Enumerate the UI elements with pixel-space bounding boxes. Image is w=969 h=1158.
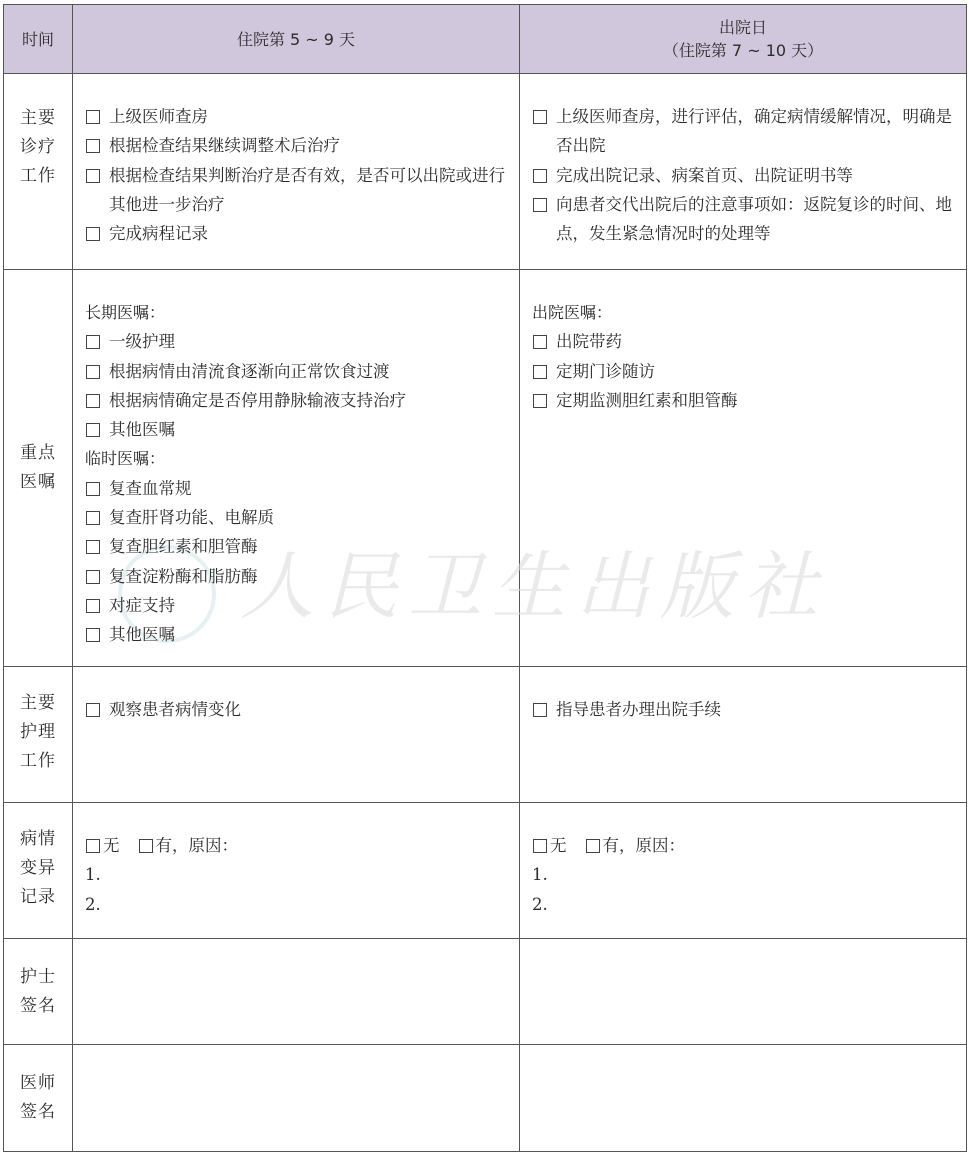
label-variation bbox=[4, 803, 73, 939]
row-label-char: 签名 bbox=[20, 996, 56, 1016]
checkbox[interactable] bbox=[86, 482, 100, 496]
checkbox[interactable] bbox=[86, 335, 100, 349]
variation-none-label: 无 bbox=[550, 836, 567, 855]
checklist-item-text: 完成病程记录 bbox=[109, 224, 208, 244]
variation-choice bbox=[85, 831, 509, 860]
row-variation bbox=[4, 803, 967, 939]
header-time: 时间 bbox=[4, 5, 73, 74]
checkbox[interactable] bbox=[86, 703, 100, 717]
checklist-item bbox=[532, 695, 956, 724]
checkbox[interactable] bbox=[86, 570, 100, 584]
checklist-item bbox=[85, 695, 509, 724]
checkbox[interactable] bbox=[86, 599, 100, 613]
row-label-char: 主要 bbox=[20, 693, 56, 713]
row-label-char: 记录 bbox=[20, 887, 56, 907]
checklist-item bbox=[532, 327, 956, 356]
checklist-item-text: 出院带药 bbox=[556, 332, 622, 352]
orders-col1 bbox=[73, 270, 520, 667]
checklist-item bbox=[85, 131, 509, 160]
variation-line-2: 2. bbox=[532, 894, 548, 914]
checklist-item bbox=[85, 357, 509, 386]
checkbox[interactable] bbox=[86, 394, 100, 408]
checklist-item bbox=[85, 474, 509, 503]
header-day5-9: 住院第 5 ~ 9 天 bbox=[73, 5, 520, 74]
label-nurse-signature bbox=[4, 939, 73, 1045]
row-label-char: 工作 bbox=[20, 751, 56, 771]
checklist-item-text: 一级护理 bbox=[109, 332, 175, 352]
variation-yes-label: 有，原因： bbox=[155, 836, 238, 855]
checklist-item-text: 复查肝肾功能、电解质 bbox=[109, 508, 274, 528]
diagnosis-col2 bbox=[520, 74, 967, 270]
label-doctor-signature bbox=[4, 1045, 73, 1152]
checkbox[interactable] bbox=[86, 110, 100, 124]
checklist-item-text: 完成出院记录、病案首页、出院证明书等 bbox=[556, 165, 853, 185]
checklist-item bbox=[85, 327, 509, 356]
checklist-item-text: 复查胆红素和胆管酶 bbox=[109, 537, 258, 557]
checklist-item-text: 根据病情由清流食逐渐向正常饮食过渡 bbox=[109, 361, 390, 381]
checkbox[interactable] bbox=[86, 511, 100, 525]
checklist-item bbox=[85, 161, 509, 220]
label-nursing bbox=[4, 667, 73, 803]
clinical-pathway-table bbox=[3, 4, 967, 1152]
nursing-col2 bbox=[520, 667, 967, 803]
row-label-char: 护理 bbox=[20, 722, 56, 742]
checkbox[interactable] bbox=[139, 839, 153, 853]
checkbox[interactable] bbox=[586, 839, 600, 853]
row-label-char: 主要 bbox=[20, 108, 56, 128]
doctor-signature-col2[interactable] bbox=[520, 1045, 967, 1152]
row-label-char: 签名 bbox=[20, 1102, 56, 1122]
checklist-item bbox=[85, 415, 509, 444]
label-orders bbox=[4, 270, 73, 667]
row-orders bbox=[4, 270, 967, 667]
header-discharge-sub: （住院第 7 ~ 10 天） bbox=[662, 41, 824, 60]
checklist-item bbox=[85, 620, 509, 649]
checkbox[interactable] bbox=[86, 628, 100, 642]
header-discharge bbox=[520, 5, 967, 74]
checklist-item-text: 向患者交代出院后的注意事项如：返院复诊的时间、地点，发生紧急情况时的处理等 bbox=[556, 194, 952, 244]
row-label-char: 病情 bbox=[20, 829, 56, 849]
checklist-item-text: 上级医师查房 bbox=[109, 107, 208, 126]
header-row bbox=[4, 5, 967, 74]
row-nursing bbox=[4, 667, 967, 803]
checkbox[interactable] bbox=[86, 227, 100, 241]
checkbox[interactable] bbox=[533, 839, 547, 853]
checklist-item-text: 根据检查结果判断治疗是否有效，是否可以出院或进行其他进一步治疗 bbox=[109, 165, 505, 214]
checkbox[interactable] bbox=[533, 394, 547, 408]
row-label-char: 变异 bbox=[20, 858, 56, 878]
checklist-item-text: 定期门诊随访 bbox=[556, 361, 655, 381]
checkbox[interactable] bbox=[86, 423, 100, 437]
checklist-item-text: 对症支持 bbox=[109, 595, 175, 615]
checkbox[interactable] bbox=[533, 169, 547, 183]
variation-col1 bbox=[73, 803, 520, 939]
checklist-item-text: 指导患者办理出院手续 bbox=[556, 700, 721, 719]
checkbox[interactable] bbox=[533, 365, 547, 379]
label-diagnosis bbox=[4, 74, 73, 270]
orders-col2 bbox=[520, 270, 967, 667]
checkbox[interactable] bbox=[533, 335, 547, 349]
row-diagnosis bbox=[4, 74, 967, 270]
temporary-orders-title: 临时医嘱： bbox=[85, 449, 166, 469]
variation-yes-label: 有，原因： bbox=[602, 836, 685, 855]
checklist-item-text: 观察患者病情变化 bbox=[109, 700, 241, 719]
checklist-item-text: 其他医嘱 bbox=[109, 420, 175, 440]
row-label-char: 医嘱 bbox=[20, 472, 56, 492]
diagnosis-col1 bbox=[73, 74, 520, 270]
checklist-item bbox=[85, 562, 509, 591]
checklist-item bbox=[532, 357, 956, 386]
checklist-item-text: 定期监测胆红素和胆管酶 bbox=[556, 390, 738, 410]
checklist-item bbox=[85, 591, 509, 620]
nurse-signature-col2[interactable] bbox=[520, 939, 967, 1045]
checklist-item-text: 其他医嘱 bbox=[109, 625, 175, 645]
row-label-char: 工作 bbox=[20, 166, 56, 186]
checklist-item bbox=[85, 503, 509, 532]
checklist-item-text: 复查血常规 bbox=[109, 478, 192, 498]
checklist-item bbox=[85, 532, 509, 561]
header-discharge-title: 出院日 bbox=[718, 18, 767, 37]
nurse-signature-col1[interactable] bbox=[73, 939, 520, 1045]
checklist-item bbox=[85, 102, 509, 131]
checklist-item-text: 根据病情确定是否停用静脉输液支持治疗 bbox=[109, 390, 406, 410]
checklist-item-text: 复查淀粉酶和脂肪酶 bbox=[109, 566, 258, 586]
checklist-item bbox=[85, 386, 509, 415]
publisher-watermark: 人民卫生出版社 bbox=[240, 544, 828, 630]
discharge-orders-title: 出院医嘱： bbox=[532, 303, 613, 322]
row-label-char: 重点 bbox=[20, 443, 56, 463]
checkbox[interactable] bbox=[86, 169, 100, 183]
checklist-item bbox=[532, 386, 956, 415]
checkbox[interactable] bbox=[533, 110, 547, 124]
long-term-orders-title: 长期医嘱： bbox=[85, 303, 166, 322]
checklist-item bbox=[532, 161, 956, 190]
checklist-item bbox=[532, 102, 956, 161]
variation-choice bbox=[532, 831, 956, 860]
checkbox[interactable] bbox=[533, 198, 547, 212]
checklist-item bbox=[532, 190, 956, 249]
checkbox[interactable] bbox=[86, 540, 100, 554]
variation-line-2: 2. bbox=[85, 894, 101, 914]
checkbox[interactable] bbox=[533, 703, 547, 717]
variation-line-1: 1. bbox=[85, 865, 101, 885]
checkbox[interactable] bbox=[86, 365, 100, 379]
checkbox[interactable] bbox=[86, 139, 100, 153]
row-doctor-signature bbox=[4, 1045, 967, 1152]
row-label-char: 诊疗 bbox=[20, 137, 56, 157]
nursing-col1 bbox=[73, 667, 520, 803]
row-nurse-signature bbox=[4, 939, 967, 1045]
checklist-item bbox=[85, 219, 509, 248]
checkbox[interactable] bbox=[86, 839, 100, 853]
row-label-char: 护士 bbox=[20, 967, 56, 987]
variation-line-1: 1. bbox=[532, 865, 548, 885]
checklist-item-text: 根据检查结果继续调整术后治疗 bbox=[109, 136, 340, 156]
variation-col2 bbox=[520, 803, 967, 939]
variation-none-label: 无 bbox=[103, 836, 120, 855]
checklist-item-text: 上级医师查房，进行评估，确定病情缓解情况，明确是否出院 bbox=[556, 107, 952, 156]
doctor-signature-col1[interactable] bbox=[73, 1045, 520, 1152]
row-label-char: 医师 bbox=[20, 1073, 56, 1093]
